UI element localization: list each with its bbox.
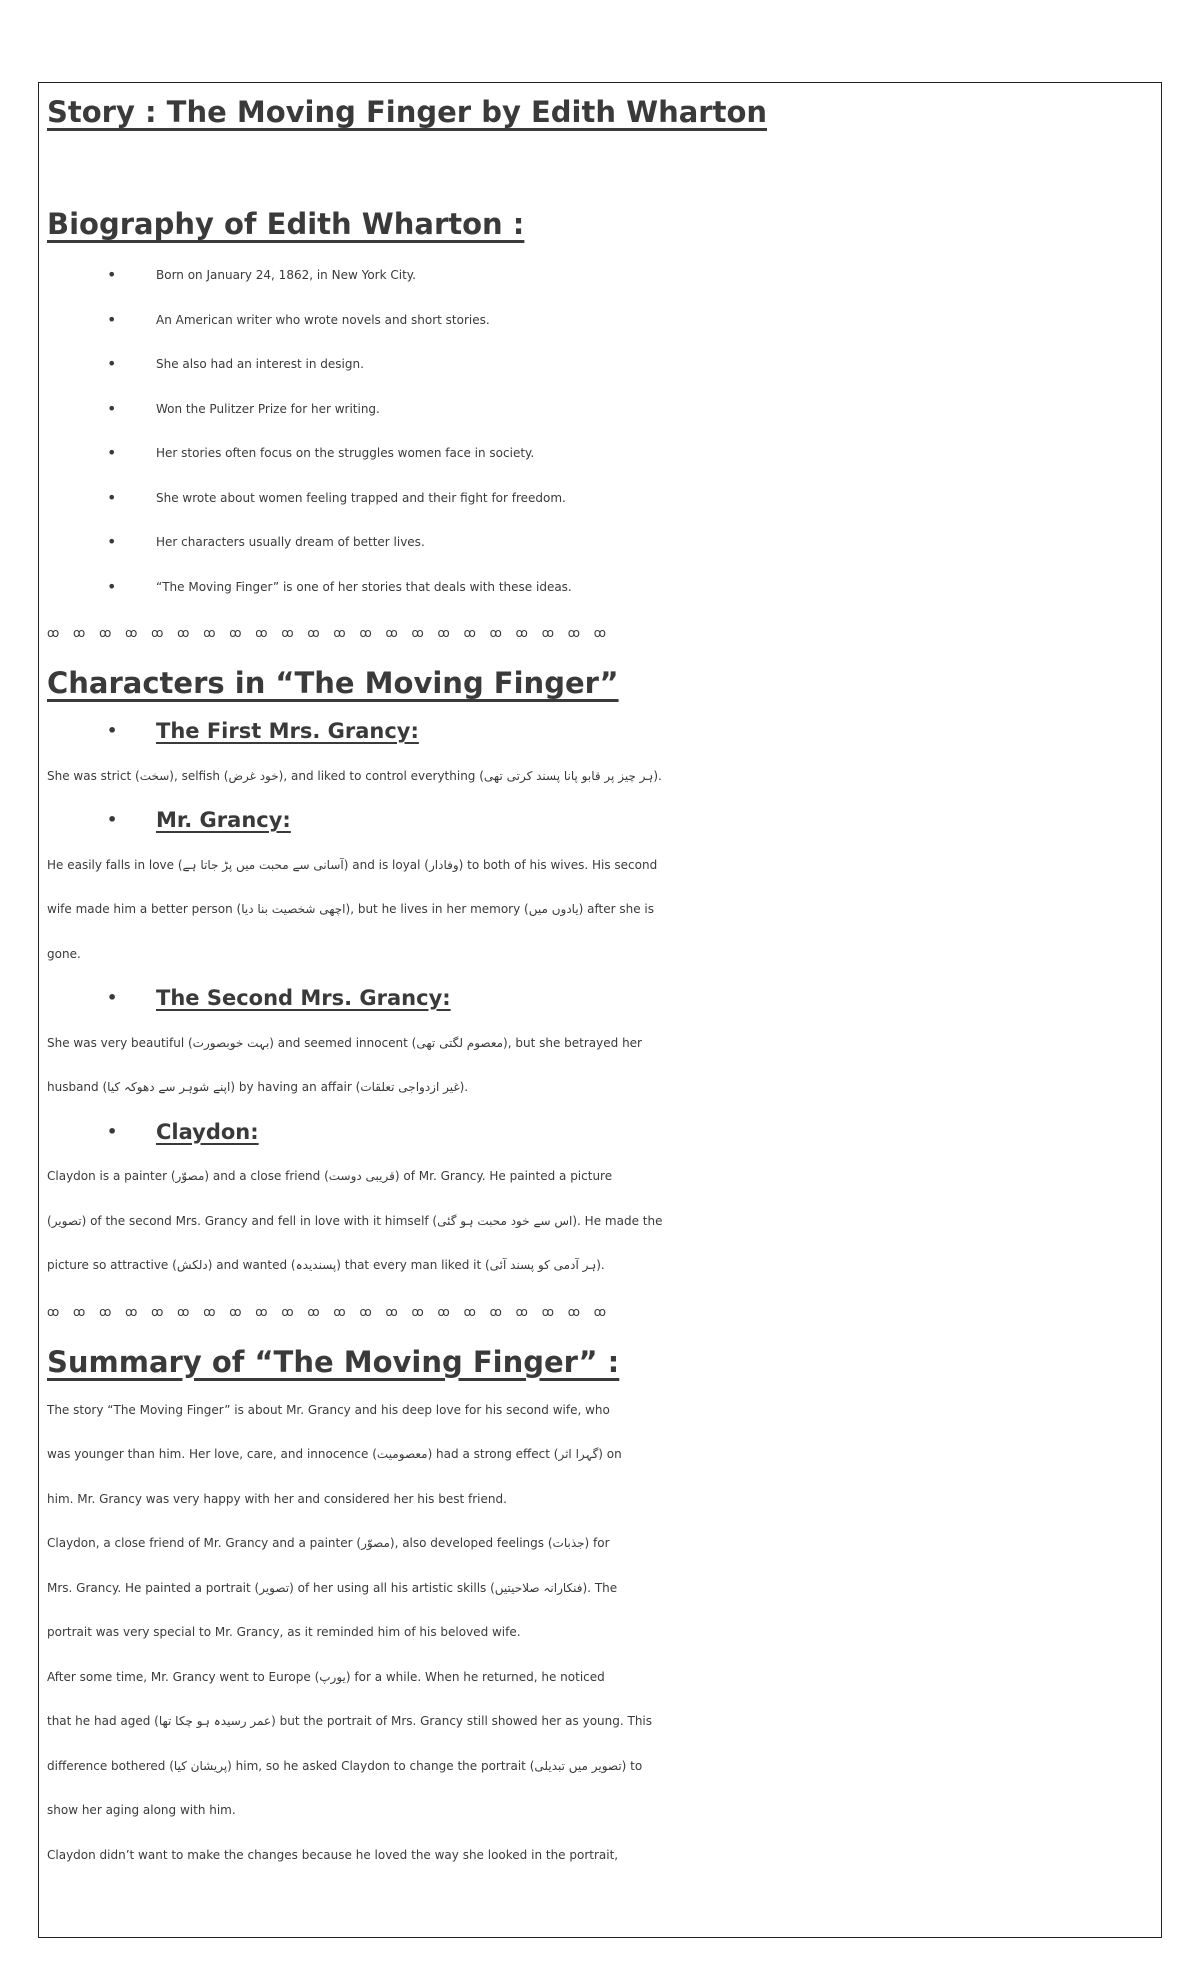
- character-description: picture so attractive (دلکش) and wanted (پسندیدہ) that every man liked it (ہر آدمی کو پسند آئی).: [47, 1258, 605, 1272]
- summary-line: that he had aged (عمر رسیدہ ہو چکا تھا) but the portrait of Mrs. Grancy still showed her as young. This: [47, 1714, 653, 1728]
- summary-line: Claydon didn’t want to make the changes because he loved the way she looked in the portrait,: [47, 1847, 619, 1862]
- biography-item: • Her characters usually dream of better lives.: [47, 520, 1157, 565]
- summary-line: After some time, Mr. Grancy went to Europe (یورپ) for a while. When he returned, he noticed: [47, 1669, 605, 1684]
- character-description: He easily falls in love (آسانی سے محبت میں پڑ جاتا ہے) and is loyal (وفادار) to both of his wives. His second: [47, 857, 658, 872]
- character-description: She was very beautiful (بہت خوبصورت) and seemed innocent (معصوم لگتی تھی), but she betrayed her: [47, 1035, 642, 1050]
- summary-line: him. Mr. Grancy was very happy with her and considered her his best friend.: [47, 1491, 507, 1506]
- biography-item: • “The Moving Finger” is one of her stories that deals with these ideas.: [47, 565, 1157, 610]
- summary-body: [47, 1388, 1157, 1878]
- character-description: She was strict (سخت), selfish (خود غرض), and liked to control everything (ہر چیز پر قابو پانا پسند کرتی تھی).: [47, 768, 662, 783]
- character-description: Claydon is a painter (مصوّر) and a close friend (قریبی دوست) of Mr. Grancy. He painted a picture: [47, 1169, 613, 1183]
- biography-item: • She also had an interest in design.: [47, 342, 1157, 387]
- biography-list: [47, 253, 1157, 609]
- ornament-divider: ꝏ ꝏ ꝏ ꝏ ꝏ ꝏ ꝏ ꝏ ꝏ ꝏ ꝏ ꝏ ꝏ ꝏ ꝏ ꝏ ꝏ ꝏ ꝏ ꝏ ꝏ ꝏ: [47, 1304, 607, 1319]
- summary-line: portrait was very special to Mr. Grancy, as it reminded him of his beloved wife.: [47, 1625, 521, 1639]
- ornament-divider: ꝏ ꝏ ꝏ ꝏ ꝏ ꝏ ꝏ ꝏ ꝏ ꝏ ꝏ ꝏ ꝏ ꝏ ꝏ ꝏ ꝏ ꝏ ꝏ ꝏ ꝏ ꝏ: [47, 626, 607, 640]
- summary-line: The story “The Moving Finger” is about Mr. Grancy and his deep love for his second wife, who: [47, 1402, 610, 1417]
- biography-item: • She wrote about women feeling trapped and their fight for freedom.: [47, 476, 1157, 521]
- biography-item: • Won the Pulitzer Prize for her writing.: [47, 387, 1157, 432]
- summary-line: Mrs. Grancy. He painted a portrait (تصویر) of her using all his artistic skills (فنکارانہ صلاحیتیں). The: [47, 1580, 618, 1595]
- character-name: • Claydon:: [47, 1110, 1157, 1155]
- story-title: Story : The Moving Finger by Edith Wharton: [47, 95, 768, 129]
- summary-line: was younger than him. Her love, care, and innocence (معصومیت) had a strong effect (گہرا اثر) on: [47, 1447, 622, 1461]
- characters-heading: Characters in “The Moving Finger”: [47, 666, 619, 700]
- character-name: • The Second Mrs. Grancy:: [47, 976, 1157, 1021]
- biography-item: • An American writer who wrote novels and short stories.: [47, 298, 1157, 343]
- biography-item: • Her stories often focus on the struggles women face in society.: [47, 431, 1157, 476]
- character-name: • The First Mrs. Grancy:: [47, 709, 1157, 754]
- summary-line: Claydon, a close friend of Mr. Grancy and a painter (مصوّر), also developed feelings (جذبات) for: [47, 1536, 610, 1550]
- character-description: gone.: [47, 946, 81, 961]
- character-description: wife made him a better person (اچھی شخصیت بنا دیا), but he lives in her memory (یادوں میں) after she is: [47, 902, 655, 916]
- summary-heading: Summary of “The Moving Finger” :: [47, 1344, 620, 1379]
- document-content: [47, 83, 1157, 1877]
- summary-line: show her aging along with him.: [47, 1803, 236, 1817]
- biography-heading: Biography of Edith Wharton :: [47, 207, 525, 241]
- summary-line: difference bothered (پریشان کیا) him, so he asked Claydon to change the portrait (تصویر میں تبدیلی) to: [47, 1758, 643, 1773]
- document-page: [38, 82, 1162, 1938]
- character-description: husband (اپنے شوہر سے دھوکہ کیا) by having an affair (غیر ازدواجی تعلقات).: [47, 1080, 469, 1094]
- character-description: (تصویر) of the second Mrs. Grancy and fell in love with it himself (اس سے خود محبت ہو گئی). He made the: [47, 1213, 663, 1228]
- character-name: • Mr. Grancy:: [47, 798, 1157, 843]
- biography-item: • Born on January 24, 1862, in New York City.: [47, 253, 1157, 298]
